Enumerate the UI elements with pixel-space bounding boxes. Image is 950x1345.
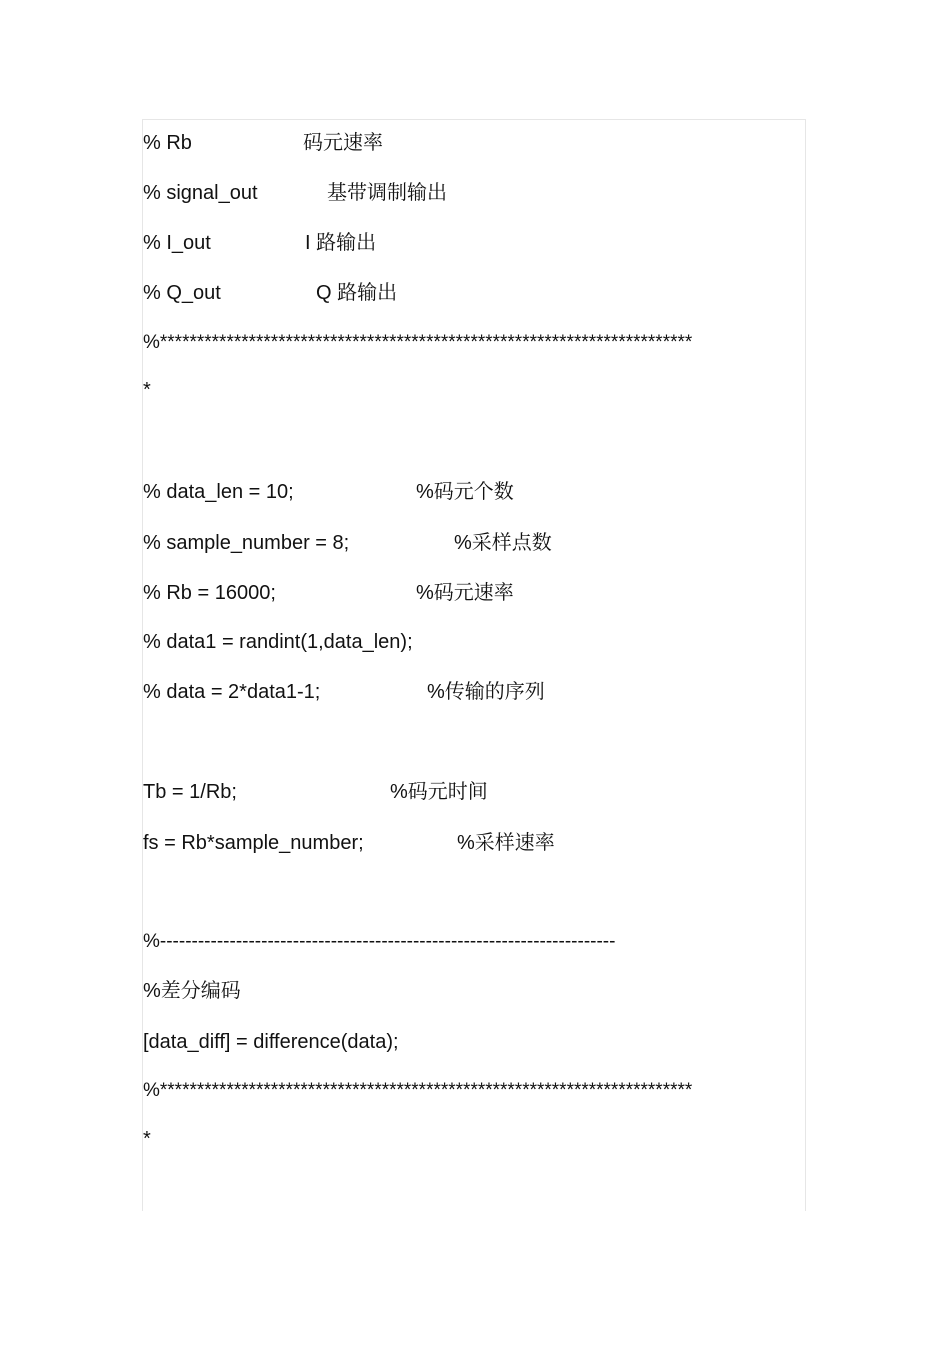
code-line	[143, 1127, 165, 1199]
code-line	[143, 831, 555, 927]
code-text: [data_diff] = difference(data);	[143, 1031, 399, 1053]
code-comment: %传输的序列	[427, 681, 545, 703]
code-text: fs = Rb*sample_number;	[143, 832, 364, 854]
code-text: % Rb	[143, 132, 192, 154]
code-text: %------------------------------------------------------------------------	[143, 931, 616, 952]
code-comment: %采样点数	[454, 532, 552, 554]
code-line	[143, 378, 165, 450]
code-comment: 码元速率	[303, 132, 383, 154]
code-text: % sample_number = 8;	[143, 532, 350, 554]
code-text: % Q_out	[143, 282, 221, 304]
code-text: % I_out	[143, 232, 211, 254]
code-text: %************************************************************************	[143, 1080, 693, 1101]
code-comment: I 路输出	[305, 232, 377, 254]
code-comment: %码元个数	[416, 481, 514, 503]
code-text: % signal_out	[143, 182, 258, 204]
code-text: % data1 = randint(1,data_len);	[143, 631, 413, 653]
code-text: *	[143, 379, 151, 401]
code-comment: %采样速率	[457, 832, 555, 854]
code-text: % Rb = 16000;	[143, 582, 276, 604]
code-text: % data_len = 10;	[143, 481, 294, 503]
code-text: %差分编码	[143, 980, 241, 1002]
code-comment: 基带调制输出	[327, 182, 447, 204]
code-comment: %码元速率	[416, 582, 514, 604]
code-comment: %码元时间	[390, 781, 488, 803]
code-line	[143, 680, 545, 776]
code-text: % data = 2*data1-1;	[143, 681, 321, 703]
code-text: *	[143, 1128, 151, 1150]
code-text: %************************************************************************	[143, 332, 693, 353]
code-comment: Q 路输出	[316, 282, 398, 304]
code-text: Tb = 1/Rb;	[143, 781, 237, 803]
